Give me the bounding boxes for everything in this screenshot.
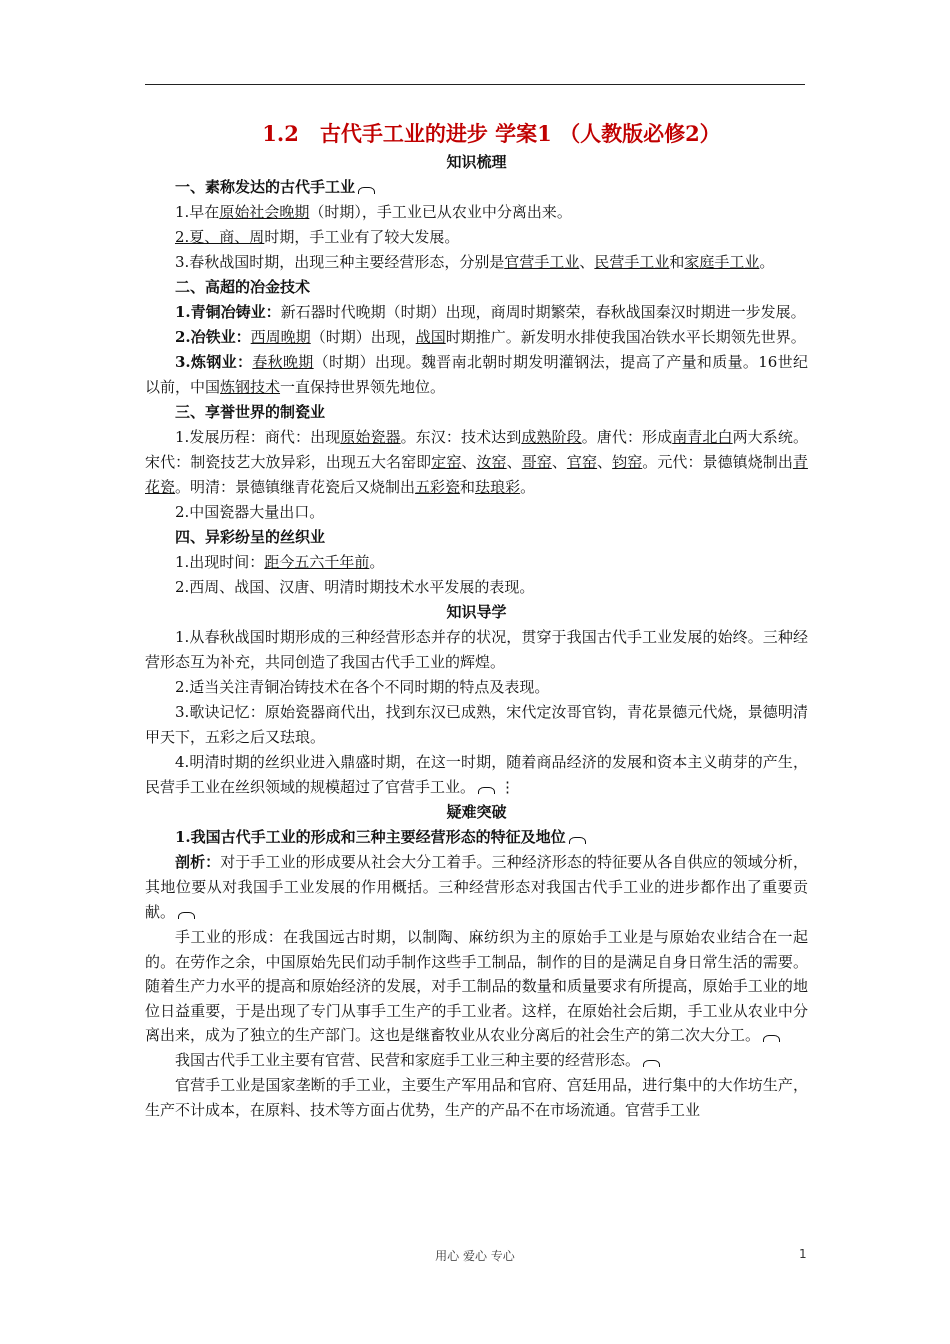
- analysis: 剖析：对于手工业的形成要从社会大分工着手。三种经济形态的特征要从各自供应的领域分析，其地位要从对我国手工业发展的作用概括。三种经营形态对我国古代手工业的进步都作出了重要贡献。: [145, 853, 808, 921]
- item-2-1: 1.青铜冶铸业：新石器时代晚期（时期）出现，商周时期繁荣，春秋战国秦汉时期进一步发展。: [175, 303, 806, 321]
- item-4-1: 1.出现时间：距今五六千年前。: [175, 553, 385, 571]
- page-footer: 用心 爱心 专心: [435, 1249, 515, 1263]
- guide-2: 2.适当关注青铜冶铸技术在各个不同时期的特点及表现。: [175, 678, 550, 696]
- edit-mark-icon: [478, 787, 495, 794]
- heading-silk: 四、异彩纷呈的丝织业: [175, 528, 326, 546]
- item-1-3: 3.春秋战国时期，出现三种主要经营形态，分别是官营手工业、民营手工业和家庭手工业。: [175, 253, 775, 271]
- heading-porcelain: 三、享誉世界的制瓷业: [175, 403, 326, 421]
- section-heading-guide: 知识导学: [446, 603, 507, 621]
- section-heading-knowledge: 知识梳理: [446, 153, 507, 171]
- edit-mark-icon: [358, 187, 375, 194]
- question-1: 1.我国古代手工业的形成和三种主要经营形态的特征及地位: [145, 825, 808, 850]
- item-3-1: 1.发展历程：商代：出现原始瓷器。东汉：技术达到成熟阶段。唐代：形成南青北白两大系统。宋代：制瓷技艺大放异彩，出现五大名窑即定窑、汝窑、哥窑、官窑、钧窑。元代：景德镇烧制出青花瓷。明清：景德镇继青花瓷后又烧制出五彩瓷和珐琅彩。: [145, 428, 808, 496]
- item-1-1: 1.早在原始社会晚期（时期），手工业已从农业中分离出来。: [175, 203, 572, 221]
- document-title: 1.2 古代手工业的进步 学案1 （人教版必修2）: [262, 121, 721, 146]
- item-2-3: 3.炼钢业：春秋晚期（时期）出现。魏晋南北朝时期发明灌钢法，提高了产量和质量。16世纪以前，中国炼钢技术一直保持世界领先地位。: [145, 353, 808, 396]
- edit-mark-icon: [178, 912, 195, 919]
- edit-mark-icon: [763, 1035, 780, 1042]
- document-page: [145, 118, 808, 1123]
- item-4-2: 2.西周、战国、汉唐、明清时期技术水平发展的表现。: [175, 578, 535, 596]
- paragraph-formation: 手工业的形成：在我国远古时期，以制陶、麻纺织为主的原始手工业是与原始农业结合在一起的。在劳作之余，中国原始先民们动手制作这些手工制品，制作的目的是满足自身日常生活的需要。随着生产力水平的提高和原始经济的发展，对手工制品的数量和质量要求有所提高，原始手工业的地位日益重要，于是出现了专门从事手工生产的手工业者。这样，在原始社会后期，手工业从农业中分离出来，成为了独立的生产部门。这也是继畜牧业从农业分离后的社会生产的第二次大分工。: [145, 928, 808, 1044]
- item-2-2: 2.冶铁业：西周晚期（时期）出现，战国时期推广。新发明水排使我国冶铁水平长期领先世界。: [175, 328, 806, 346]
- heading-metallurgy: 二、高超的冶金技术: [175, 278, 311, 296]
- guide-4: 4.明清时期的丝织业进入鼎盛时期，在这一时期，随着商品经济的发展和资本主义萌芽的产生，民营手工业在丝织领域的规模超过了官营手工业。 ⋮: [145, 753, 808, 796]
- heading-handicraft: 一、素称发达的古代手工业: [145, 175, 808, 200]
- item-3-2: 2.中国瓷器大量出口。: [175, 503, 325, 521]
- section-heading-difficulty: 疑难突破: [446, 803, 507, 821]
- paragraph-forms: 我国古代手工业主要有官营、民营和家庭手工业三种主要的经营形态。: [145, 1048, 808, 1073]
- paragraph-official: 官营手工业是国家垄断的手工业，主要生产军用品和官府、宫廷用品，进行集中的大作坊生产，生产不计成本，在原料、技术等方面占优势，生产的产品不在市场流通。官营手工业: [145, 1075, 808, 1119]
- edit-mark-icon: [569, 837, 586, 844]
- guide-3: 3.歌诀记忆：原始瓷器商代出，找到东汉已成熟，宋代定汝哥官钧，青花景德元代烧，景德明清甲天下，五彩之后又珐琅。: [145, 703, 808, 746]
- header-rule: [145, 84, 805, 85]
- edit-mark-icon: [643, 1060, 660, 1067]
- guide-1: 1.从春秋战国时期形成的三种经营形态并存的状况，贯穿于我国古代手工业发展的始终。三种经营形态互为补充，共同创造了我国古代手工业的辉煌。: [145, 628, 808, 671]
- page-number: 1: [799, 1247, 807, 1261]
- item-1-2: 2.夏、商、周时期，手工业有了较大发展。: [175, 228, 460, 246]
